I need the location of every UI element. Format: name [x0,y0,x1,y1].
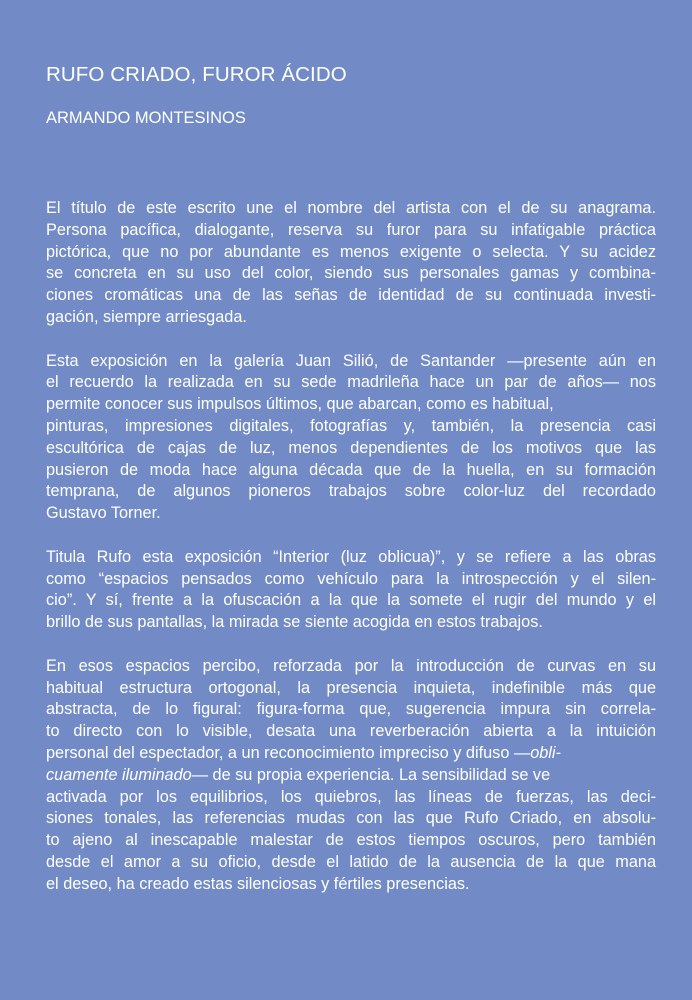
article-title: RUFO CRIADO, FUROR ÁCIDO [46,63,347,86]
text-line [46,743,656,765]
text-line: permite conocer sus impulsos últimos, que abarcan, como es habitual, [46,395,554,414]
text-line: se concreta en su uso del color, siendo sus personales gamas y combina- [46,264,656,283]
text-line: el recuerdo la realizada en su sede madrileña hace un par de años— nos [46,373,656,392]
text-line: pusieron de moda hace alguna década que de la huella, en su formación [46,460,656,479]
article-body [46,198,656,917]
text-line: escultórica de cajas de luz, menos dependientes de los motivos que las [46,438,656,457]
text-line: desde el amor a su oficio, desde el latido de la ausencia de la que mana [46,852,656,871]
text-line: abstracta, de lo figural: figura-forma que, sugerencia impura sin correla- [46,700,656,719]
text-line: Titula Rufo esta exposición “Interior (luz oblicua)”, y se refiere a las obras [46,547,656,566]
text-line: como “espacios pensados como vehículo para la introspección y el silen- [46,569,656,588]
text-line: Persona pacífica, dialogante, reserva su furor para su infatigable práctica [46,220,656,239]
text-line: activada por los equilibrios, los quiebros, las líneas de fuerzas, las deci- [46,787,656,806]
text-line: el deseo, ha creado estas silenciosas y fértiles presencias. [46,874,470,893]
article-author: ARMANDO MONTESINOS [46,109,246,127]
text-line: El título de este escrito une el nombre del artista con el de su anagrama. [46,199,656,217]
italic-segment: obli- [530,743,561,762]
paragraph-4 [46,656,656,896]
text-line [46,765,656,787]
paragraph-1 [46,198,656,329]
text-line: pictórica, que no por abundante es menos exigente o selecta. Y su acidez [46,242,656,261]
text-segment: personal del espectador, a un reconocimiento impreciso y difuso — [46,743,531,762]
italic-segment: cuamente iluminado [46,765,192,784]
text-line: Gustavo Torner. [46,504,161,523]
text-segment: — de su propia experiencia. La sensibilidad se ve [191,765,551,784]
text-line: pinturas, impresiones digitales, fotografías y, también, la presencia casi [46,416,656,435]
text-line: ciones cromáticas una de las señas de identidad de su continuada investi- [46,286,656,305]
paragraph-3 [46,547,656,634]
text-line: to directo con lo visible, desata una reverberación abierta a la intuición [46,722,656,741]
text-line: gación, siempre arriesgada. [46,307,247,326]
text-line: temprana, de algunos pioneros trabajos sobre color-luz del recordado [46,482,656,501]
text-line: cio”. Y sí, frente a la ofuscación a la que la somete el rugir del mundo y el [46,591,656,610]
text-line: Esta exposición en la galería Juan Silió, de Santander —presente aún en [46,351,656,370]
paragraph-2 [46,351,656,525]
text-line: brillo de sus pantallas, la mirada se siente acogida en estos trabajos. [46,613,543,632]
text-line: to ajeno al inescapable malestar de estos tiempos oscuros, pero también [46,831,656,850]
text-line: En esos espacios percibo, reforzada por la introducción de curvas en su [46,656,656,675]
text-line: siones tonales, las referencias mudas con las que Rufo Criado, en absolu- [46,809,656,828]
text-line: habitual estructura ortogonal, la presencia inquieta, indefinible más que [46,678,656,697]
